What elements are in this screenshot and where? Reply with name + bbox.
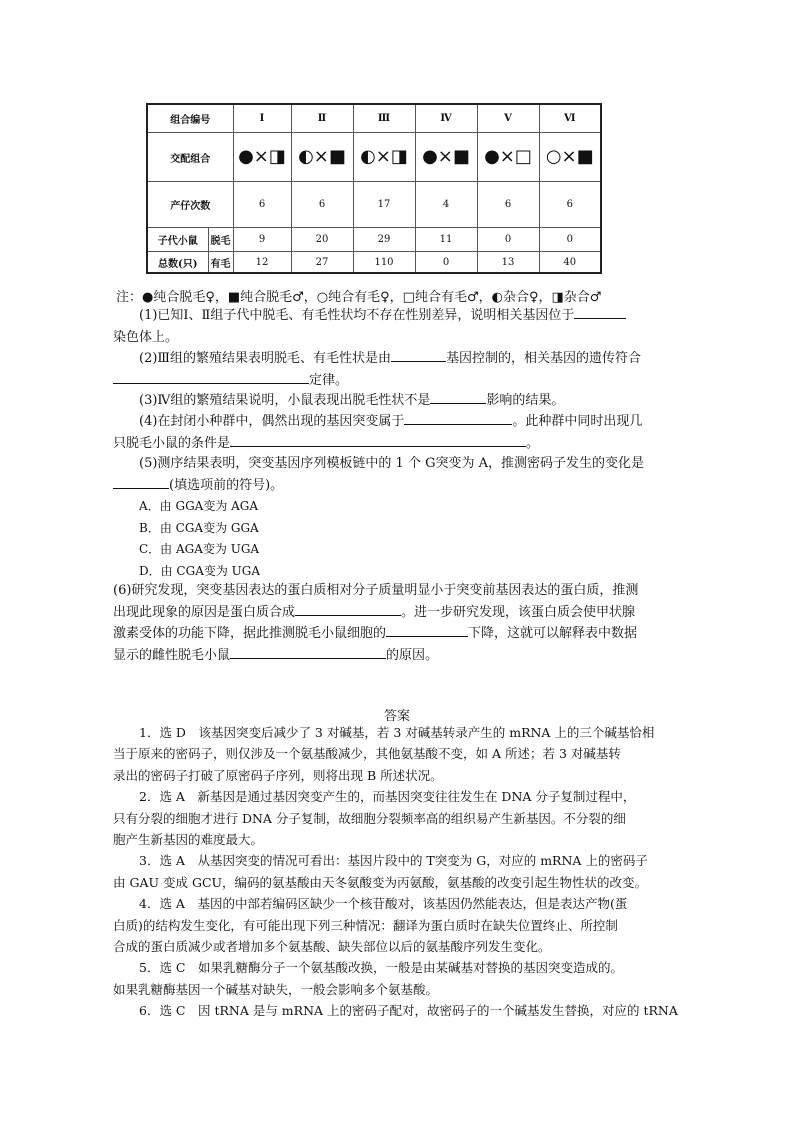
q6-text-line3: 激素受体的功能下降，据此推测脱毛小鼠细胞的	[113, 626, 387, 641]
answer-blank[interactable]	[230, 433, 526, 447]
group-cell: Ⅳ	[415, 104, 477, 132]
cross-row-label: 交配组合	[147, 132, 233, 182]
q4-text: (4)在封闭小种群中，偶然出现的基因突变属于	[139, 414, 405, 429]
q6-text-line4-cont: 的原因。	[386, 647, 439, 663]
group-cell: Ⅵ	[539, 104, 601, 132]
hairy-cell: 27	[291, 252, 353, 273]
group-cell: Ⅱ	[291, 104, 353, 132]
hairy-cell: 0	[415, 252, 477, 273]
hairless-cell: 0	[477, 227, 539, 251]
group-cell: Ⅴ	[477, 104, 539, 132]
q1-text-cont: 染色体上。	[113, 329, 179, 345]
answers-body	[113, 722, 683, 1022]
question-6	[113, 580, 683, 666]
q6-text-line2: 出现此现象的原因是蛋白质合成	[113, 604, 296, 620]
symbol-legend-note: 注：●纯合脱毛♀，■纯合脱毛♂，○纯合有毛♀，□纯合有毛♂，◐杂合♀，◨杂合♂	[116, 290, 602, 305]
q4-text-end: 。	[526, 435, 540, 451]
answer-blank[interactable]	[113, 370, 309, 384]
q6-text-line2-cont: 。进一步研究发现，该蛋白质会使甲状腺	[401, 604, 636, 620]
table-header-label: 组合编号	[147, 104, 233, 132]
option-b[interactable]: B．由 CGA变为 GGA	[139, 520, 259, 535]
hairless-cell: 9	[233, 227, 291, 251]
answer-line: 如果乳糖酶基因一个碱基对缺失，一般会影响多个氨基酸。	[113, 981, 439, 997]
hairy-label: 有毛	[208, 252, 233, 273]
answer-blank[interactable]	[574, 305, 626, 319]
answer-line: 录出的密码子打破了原密码子序列，则将出现 B 所述状况。	[113, 767, 443, 783]
answer-line: 3．选 A 从基因突变的情况可看出：基因片段中的 T突变为 G，对应的 mRNA 上的密码子	[139, 853, 648, 869]
hairless-cell: 20	[291, 227, 353, 251]
answer-line: 当于原来的密码子，则仅涉及一个氨基酸减少，其他氨基酸不变，如 A 所述；若 3 对碱基转	[113, 746, 621, 762]
answer-line: 4．选 A 基因的中部若编码区缺少一个核苷酸对，该基因仍然能表达，但是表达产物(蛋	[139, 896, 628, 912]
answers-title: 答案	[383, 709, 410, 724]
hairless-label: 脱毛	[208, 227, 233, 251]
q1-text: (1)已知Ⅰ、Ⅱ组子代中脱毛、有毛性状均不存在性别差异，说明相关基因位于	[139, 308, 575, 323]
q6-text: (6)研究发现，突变基因表达的蛋白质相对分子质量明显小于突变前基因表达的蛋白质，推测	[113, 583, 639, 598]
q6-text-line3-cont: 下降，这就可以解释表中数据	[468, 626, 638, 641]
answer-line: 胞产生新基因的难度最大。	[113, 832, 264, 848]
question-2	[113, 348, 683, 391]
litters-row-label: 产仔次数	[147, 182, 233, 228]
option-d[interactable]: D．由 CGA变为 UGA	[139, 563, 261, 578]
answer-blank[interactable]	[386, 623, 468, 637]
litters-cell: 6	[291, 182, 353, 228]
q3-text-cont: 影响的结果。	[486, 393, 565, 408]
hairy-cell: 13	[477, 252, 539, 273]
answer-line: 白质)的结构发生变化，有可能出现下列三种情况：翻译为蛋白质时在缺失位置终止、所控制	[113, 917, 618, 933]
cross-symbol-cell: ◐×■	[291, 132, 353, 182]
answer-blank[interactable]	[113, 475, 169, 489]
answer-line: 合成的蛋白质减少或者增加多个氨基酸、缺失部位以后的氨基酸序列发生变化。	[113, 939, 551, 955]
question-5	[113, 453, 683, 582]
hairless-cell: 11	[415, 227, 477, 251]
answer-blank[interactable]	[230, 645, 386, 659]
q2-text-cont: 基因控制的，相关基因的遗传符合	[445, 351, 641, 366]
cross-symbol-cell: ○×■	[539, 132, 601, 182]
q3-text: (3)Ⅳ组的繁殖结果说明，小鼠表现出脱毛性状不是	[139, 393, 431, 408]
answer-blank[interactable]	[404, 411, 512, 425]
mating-results-table	[146, 103, 602, 274]
answer-blank[interactable]	[391, 348, 446, 362]
hairy-cell: 40	[539, 252, 601, 273]
litters-cell: 6	[477, 182, 539, 228]
q2-text-end: 定律。	[309, 372, 349, 388]
hairy-cell: 110	[353, 252, 415, 273]
cross-symbol-cell: ●×□	[477, 132, 539, 182]
litters-cell: 4	[415, 182, 477, 228]
answer-line: 由 GAU 变成 GCU，编码的氨基酸由天冬氨酸变为丙氨酸，氨基酸的改变引起生物性状的改变。	[113, 874, 648, 890]
answer-line: 只有分裂的细胞才进行 DNA 分子复制，故细胞分裂频率高的组织易产生新基因。不分裂的细	[113, 810, 626, 826]
group-cell: Ⅰ	[233, 104, 291, 132]
group-cell: Ⅲ	[353, 104, 415, 132]
answer-line: 6．选 C 因 tRNA 是与 mRNA 上的密码子配对，故密码子的一个碱基发生替换，对应的 tRNA	[139, 1003, 678, 1019]
litters-cell: 17	[353, 182, 415, 228]
answer-line: 1．选 D 该基因突变后减少了 3 对碱基，若 3 对碱基转录产生的 mRNA 上的三个碱基恰相	[139, 725, 655, 740]
answer-blank[interactable]	[430, 390, 486, 404]
option-a[interactable]: A．由 GGA变为 AGA	[139, 499, 259, 513]
q4-text-line2: 只脱毛小鼠的条件是	[113, 435, 231, 451]
cross-symbol-cell: ●×■	[415, 132, 477, 182]
q4-text-cont: 。此种群中同时出现几	[512, 414, 643, 429]
q5-text: (5)测序结果表明，突变基因序列模板链中的 1 个 G突变为 A，推测密码子发生的变化是	[139, 456, 644, 471]
q2-text: (2)Ⅲ组的繁殖结果表明脱毛、有毛性状是由	[139, 351, 391, 366]
answer-line: 2．选 A 新基因是通过基因突变产生的，而基因突变往往发生在 DNA 分子复制过程中，	[139, 789, 636, 805]
litters-cell: 6	[539, 182, 601, 228]
hairless-cell: 29	[353, 227, 415, 251]
cross-symbol-cell: ●×◨	[233, 132, 291, 182]
offspring-label-bottom: 总数(只)	[147, 252, 208, 273]
offspring-label-top: 子代小鼠	[147, 227, 208, 251]
litters-cell: 6	[233, 182, 291, 228]
q6-text-line4: 显示的雌性脱毛小鼠	[113, 647, 231, 663]
q5-text-cont: (填选项前的符号)。	[169, 477, 284, 493]
question-3	[113, 390, 683, 412]
hairy-cell: 12	[233, 252, 291, 273]
hairless-cell: 0	[539, 227, 601, 251]
answer-line: 5．选 C 如果乳糖酶分子一个氨基酸改换，一般是由某碱基对替换的基因突变造成的。	[139, 960, 623, 976]
answer-blank[interactable]	[295, 602, 401, 616]
question-4	[113, 411, 683, 454]
question-1	[113, 305, 683, 348]
cross-symbol-cell: ◐×◨	[353, 132, 415, 182]
option-c[interactable]: C．由 AGA变为 UGA	[139, 542, 260, 556]
